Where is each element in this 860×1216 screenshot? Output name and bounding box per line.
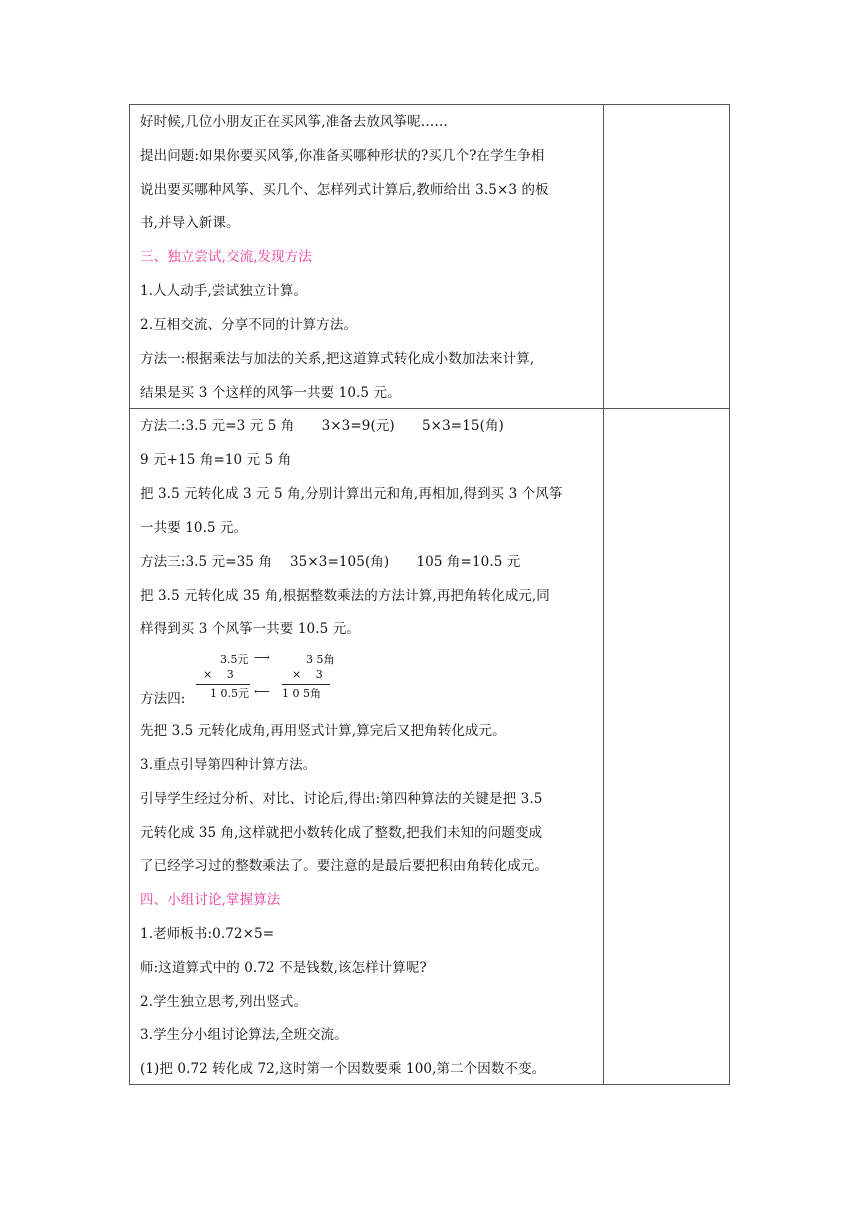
text-line: 把 3.5 元转化成 35 角,根据整数乘法的方法计算,再把角转化成元,同 <box>140 588 550 604</box>
text-line: 3.重点引导第四种计算方法。 <box>140 757 317 773</box>
text-line: 书,并导入新课。 <box>140 215 240 231</box>
section-heading: 三、独立尝试,交流,发现方法 <box>140 249 312 265</box>
text-line: 元转化成 35 角,这样就把小数转化成了整数,把我们未知的问题变成 <box>140 825 543 841</box>
text-line: 方法四: <box>140 691 186 707</box>
calc-mul-right: × 3 <box>292 668 323 681</box>
text-line: 方法一:根据乘法与加法的关系,把这道算式转化成小数加法来计算, <box>140 351 535 367</box>
text-line: 方法三:3.5 元=35 角 35×3=105(角) 105 角=10.5 元 <box>140 554 521 570</box>
text-line: 提出问题:如果你要买风筝,你准备买哪种形状的?买几个?在学生争相 <box>140 148 545 164</box>
text-line: 样得到买 3 个风筝一共要 10.5 元。 <box>140 621 360 637</box>
calc-rule-left <box>196 684 250 685</box>
section-heading: 四、小组讨论,掌握算法 <box>140 892 281 908</box>
text-line: 方法二:3.5 元=3 元 5 角 3×3=9(元) 5×3=15(角) <box>140 418 504 434</box>
text-line: 2.互相交流、分享不同的计算方法。 <box>140 317 358 333</box>
row-divider <box>130 408 729 409</box>
text-line: 9 元+15 角=10 元 5 角 <box>140 452 292 468</box>
calc-result-right: 1 0 5角 <box>282 687 321 700</box>
column-divider <box>603 105 604 1084</box>
calc-result-left: 1 0.5元 <box>210 687 249 700</box>
text-line: 了已经学习过的整数乘法了。要注意的是最后要把积由角转化成元。 <box>140 858 548 874</box>
arrow-left-icon: ⟵ <box>254 685 270 698</box>
text-line: 把 3.5 元转化成 3 元 5 角,分别计算出元和角,再相加,得到买 3 个风筝 <box>140 486 563 502</box>
text-line: 好时候,几位小朋友正在买风筝,准备去放风筝呢…… <box>140 114 448 130</box>
text-line: 1.人人动手,尝试独立计算。 <box>140 283 308 299</box>
text-line: 结果是买 3 个这样的风筝一共要 10.5 元。 <box>140 385 401 401</box>
text-line: 引导学生经过分析、对比、讨论后,得出:第四种算法的关键是把 3.5 <box>140 791 543 807</box>
lesson-table <box>129 104 730 1085</box>
text-line: (1)把 0.72 转化成 72,这时第一个因数要乘 100,第二个因数不变。 <box>140 1061 546 1077</box>
calc-top-right: 3 5角 <box>306 653 335 666</box>
calc-top-left: 3.5元 <box>220 653 249 666</box>
arrow-right-icon: ⟶ <box>254 651 270 664</box>
text-line: 说出要买哪种风筝、买几个、怎样列式计算后,教师给出 3.5×3 的板 <box>140 182 549 198</box>
text-line: 一共要 10.5 元。 <box>140 520 248 536</box>
calc-mul-left: × 3 <box>203 668 234 681</box>
text-line: 师:这道算式中的 0.72 不是钱数,该怎样计算呢? <box>140 960 427 976</box>
text-line: 3.学生分小组讨论算法,全班交流。 <box>140 1027 348 1043</box>
text-line: 2.学生独立思考,列出竖式。 <box>140 994 308 1010</box>
text-line: 1.老师板书:0.72×5= <box>140 926 275 942</box>
text-line: 先把 3.5 元转化成角,再用竖式计算,算完后又把角转化成元。 <box>140 723 506 739</box>
calc-rule-right <box>282 684 330 685</box>
